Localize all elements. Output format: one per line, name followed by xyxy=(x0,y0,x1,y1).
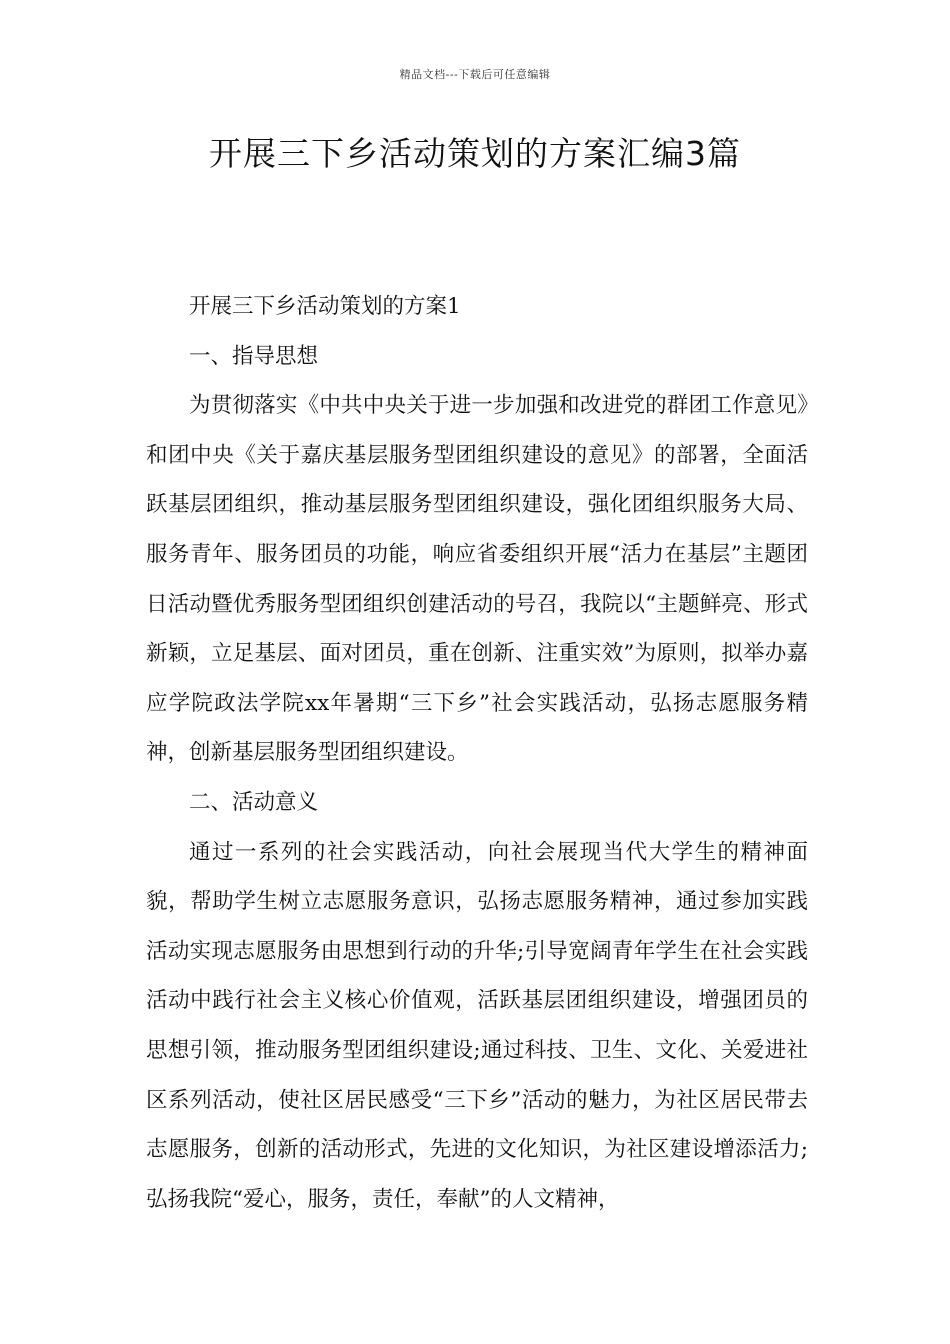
document-title: 开展三下乡活动策划的方案汇编3篇 xyxy=(209,134,741,173)
section-heading-guiding-ideology: 一、指导思想 xyxy=(189,343,319,369)
section-heading-activity-significance: 二、活动意义 xyxy=(189,789,319,815)
paragraph-guiding-ideology: 为贯彻落实《中共中央关于进一步加强和改进党的群团工作意见》和团中央《关于嘉庆基层服务型团组织建设的意见》的部署，全面活跃基层团组织，推动基层服务型团组织建设，强化团组织服务大局、服务青年、服务团员的功能，响应省委组织开展“活力在基层”主题团日活动暨优秀服务型团组织创建活动的号召，我院以“主题鲜亮、形式新颖，立足基层、面对团员，重在创新、注重实效”为原则，拟举办嘉应学院政法学院xx年暑期“三下乡”社会实践活动，弘扬志愿服务精神，创新基层服务型团组织建设。 xyxy=(146,393,808,766)
header-note: 精品文档---下载后可任意编辑 xyxy=(399,68,551,81)
section-heading-plan-1: 开展三下乡活动策划的方案1 xyxy=(189,294,461,319)
paragraph-activity-significance: 通过一系列的社会实践活动，向社会展现当代大学生的精神面貌，帮助学生树立志愿服务意识，弘扬志愿服务精神，通过参加实践活动实现志愿服务由思想到行动的升华;引导宽阔青年学生在社会实践活动中践行社会主义核心价值观，活跃基层团组织建设，增强团员的思想引领，推动服务型团组织建设;通过科技、卫生、文化、关爱进社区系列活动，使社区居民感受“三下乡”活动的魅力，为社区居民带去志愿服务，创新的活动形式，先进的文化知识，为社区建设增添活力;弘扬我院“爱心，服务，责任，奉献”的人文精神， xyxy=(146,839,808,1212)
document-body xyxy=(146,282,808,1224)
